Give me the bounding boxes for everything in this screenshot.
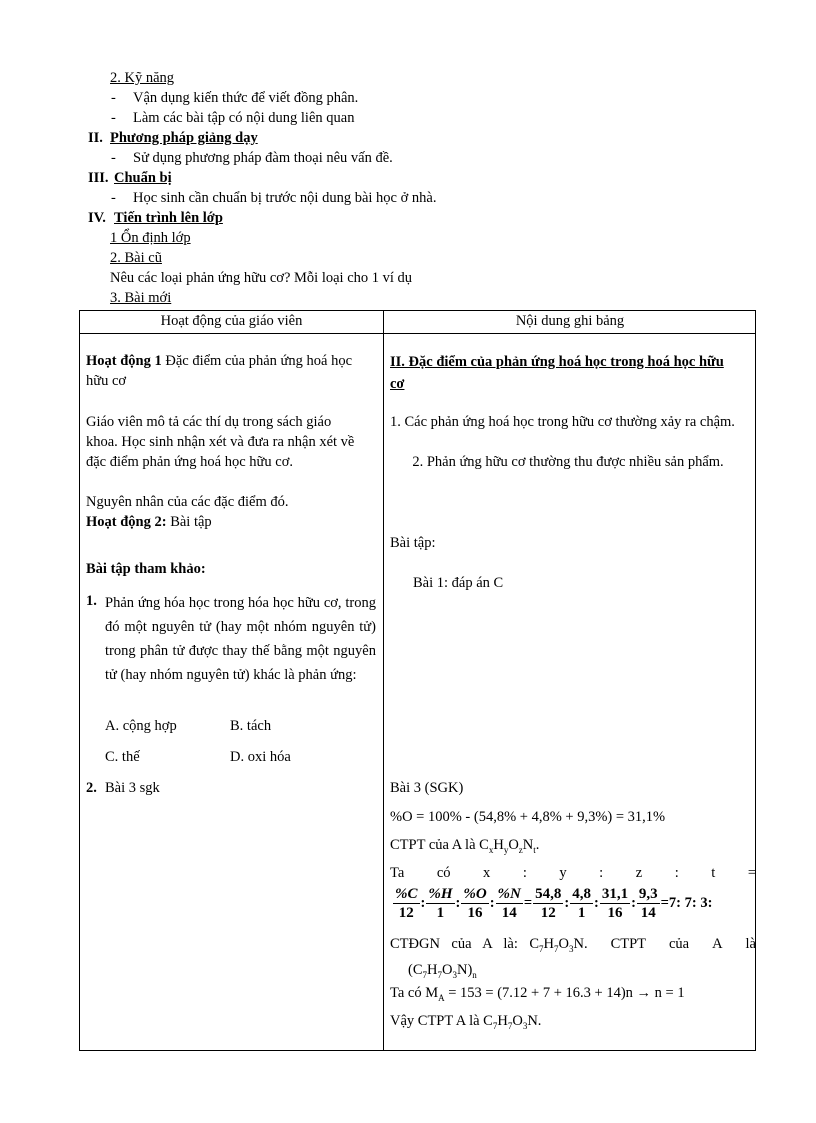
molar-mass-calc: = 153 = (7.12 + 7 + 16.3 + 14)n → n = 1: [444, 985, 685, 1001]
frac-h: $\frac{\%H}{1}$: [428, 886, 453, 921]
prepare-item: - Học sinh cần chuẩn bị trước nội dung bài học ở nhà.: [133, 190, 436, 207]
ratio-intro: Ta có x : y : z : t =: [390, 865, 756, 881]
point-1: 1. Các phản ứng hoá học trong hữu cơ thường xảy ra chậm.: [390, 414, 735, 430]
section-ii-num: II.: [88, 130, 103, 146]
option-d: D. oxi hóa: [230, 749, 291, 765]
step-2: 2. Bài cũ: [110, 250, 162, 266]
exercise-3-title: Bài 3 (SGK): [390, 780, 464, 796]
val-o: $\frac{31,1}{16}$: [601, 886, 629, 921]
frac-c: $\frac{\%C}{12}$: [395, 886, 418, 921]
oxygen-calc: %O = 100% - (54,8% + 4,8% + 9,3%) = 31,1%: [390, 809, 666, 825]
section-iii-num: III.: [88, 170, 109, 186]
molar-mass-prefix: Ta có M: [390, 985, 439, 1001]
section-ii-title: Phương pháp giảng dạy: [110, 130, 258, 146]
reference-title: Bài tập tham khảo:: [86, 561, 206, 577]
step-1: 1 Ổn định lớp: [110, 230, 191, 246]
section-skills-title: 2. Kỹ năng: [110, 70, 175, 86]
step-3: 3. Bài mới: [110, 290, 172, 306]
section-iii-title: Chuẩn bị: [114, 170, 172, 186]
molecular-formula-line: CTPT của A là $C_xH_yO_zN_t$.: [390, 837, 540, 855]
exercise-label: Bài tập:: [390, 535, 436, 551]
activity-1-label: Hoạt động 1: [86, 353, 162, 369]
option-c: C. thế: [105, 749, 140, 765]
header-divider: [80, 333, 755, 334]
empirical-prefix: CTĐGN của A là: C: [390, 936, 540, 952]
content-title: II. Đặc điểm của phản ứng hoá học trong hoá học hữu cơ: [390, 354, 724, 392]
section-iv-title: Tiến trình lên lớp: [114, 210, 223, 226]
col1-header: Hoạt động của giáo viên: [160, 313, 303, 329]
ratio-equation: $\frac{\%C}{12}$ : $\frac{\%H}{1}$ : $\frac{\%O}{16}$ : $\frac{\%N}{14}$ = $\frac{54,8}{12}$ : $\frac{4,8}{1}$ : $\frac{31,1}{16}$ : $\frac{9,3}{14}$ =7: 7: 3:: [395, 886, 713, 921]
molar-mass: Ta có $M_A = 153 = (7.12 + 7 + 16.3 + 14)n \to n = 1$: [390, 985, 685, 1003]
option-b: B. tách: [230, 718, 272, 734]
val-h: $\frac{4,8}{1}$: [572, 886, 591, 921]
frac-n: $\frac{\%N}{14}$: [497, 886, 521, 921]
col2-header: Nội dung ghi bảng: [515, 313, 625, 329]
activity-2-label: Hoạt động 2:: [86, 514, 167, 530]
question-2-text: Bài 3 sgk: [105, 780, 160, 796]
ratio-result: =7: 7: 3:: [660, 895, 713, 911]
val-c: $\frac{54,8}{12}$: [535, 886, 562, 921]
section-iv-num: IV.: [88, 210, 106, 226]
val-n: $\frac{9,3}{14}$: [638, 886, 658, 921]
activity-2-text: Bài tập: [166, 514, 212, 530]
column-divider: [383, 311, 384, 1050]
final-prefix: Vậy CTPT A là C: [390, 1013, 493, 1029]
teacher-description: Giáo viên mô tả các thí dụ trong sách giáo khoa. Học sinh nhận xét và đưa ra nhận xét về đặc điểm phản ứng hoá học hữu cơ.: [86, 414, 355, 470]
point-2: 2. Phản ứng hữu cơ thường thu được nhiều sản phẩm.: [412, 454, 724, 470]
option-a: A. cộng hợp: [105, 718, 177, 734]
lesson-table: [79, 310, 756, 1051]
question-1-text: Phản ứng hóa học trong hóa học hữu cơ, trong đó một nguyên tử (hay một nhóm nguyên tử) trong phân tử được thay thế bằng một nguyên tử (hay nhóm nguyên tử) khác là phản ứng:: [105, 595, 376, 683]
frac-o: $\frac{\%O}{16}$: [463, 886, 487, 921]
empirical-formula: CTĐGN của A là: $C_7H_7O_3N$. CTPT của A là $(C_7H_7O_3N)_n$: [390, 936, 756, 980]
step-2-question: Nêu các loại phản ứng hữu cơ? Mỗi loại cho 1 ví dụ: [110, 270, 413, 286]
formula-prefix: CTPT của A là C: [390, 837, 489, 853]
activity-1-text: Đặc điểm của phản ứng hoá học hữu cơ: [86, 353, 352, 389]
reason-text: Nguyên nhân của các đặc điểm đó.: [86, 494, 289, 510]
activity-2: [86, 512, 376, 532]
skills-item-2: - Làm các bài tập có nội dung liên quan: [133, 110, 354, 127]
question-2-num: 2.: [86, 780, 97, 796]
method-item: - Sử dụng phương pháp đàm thoại nêu vấn đề.: [133, 150, 393, 167]
exercise-1-answer: Bài 1: đáp án C: [413, 575, 504, 591]
skills-item-1: - Vận dụng kiến thức để viết đồng phân.: [133, 90, 358, 107]
activity-1: [86, 351, 376, 391]
final-formula: Vậy CTPT A là $C_7H_7O_3N$.: [390, 1013, 542, 1031]
question-1-num: 1.: [86, 593, 97, 609]
